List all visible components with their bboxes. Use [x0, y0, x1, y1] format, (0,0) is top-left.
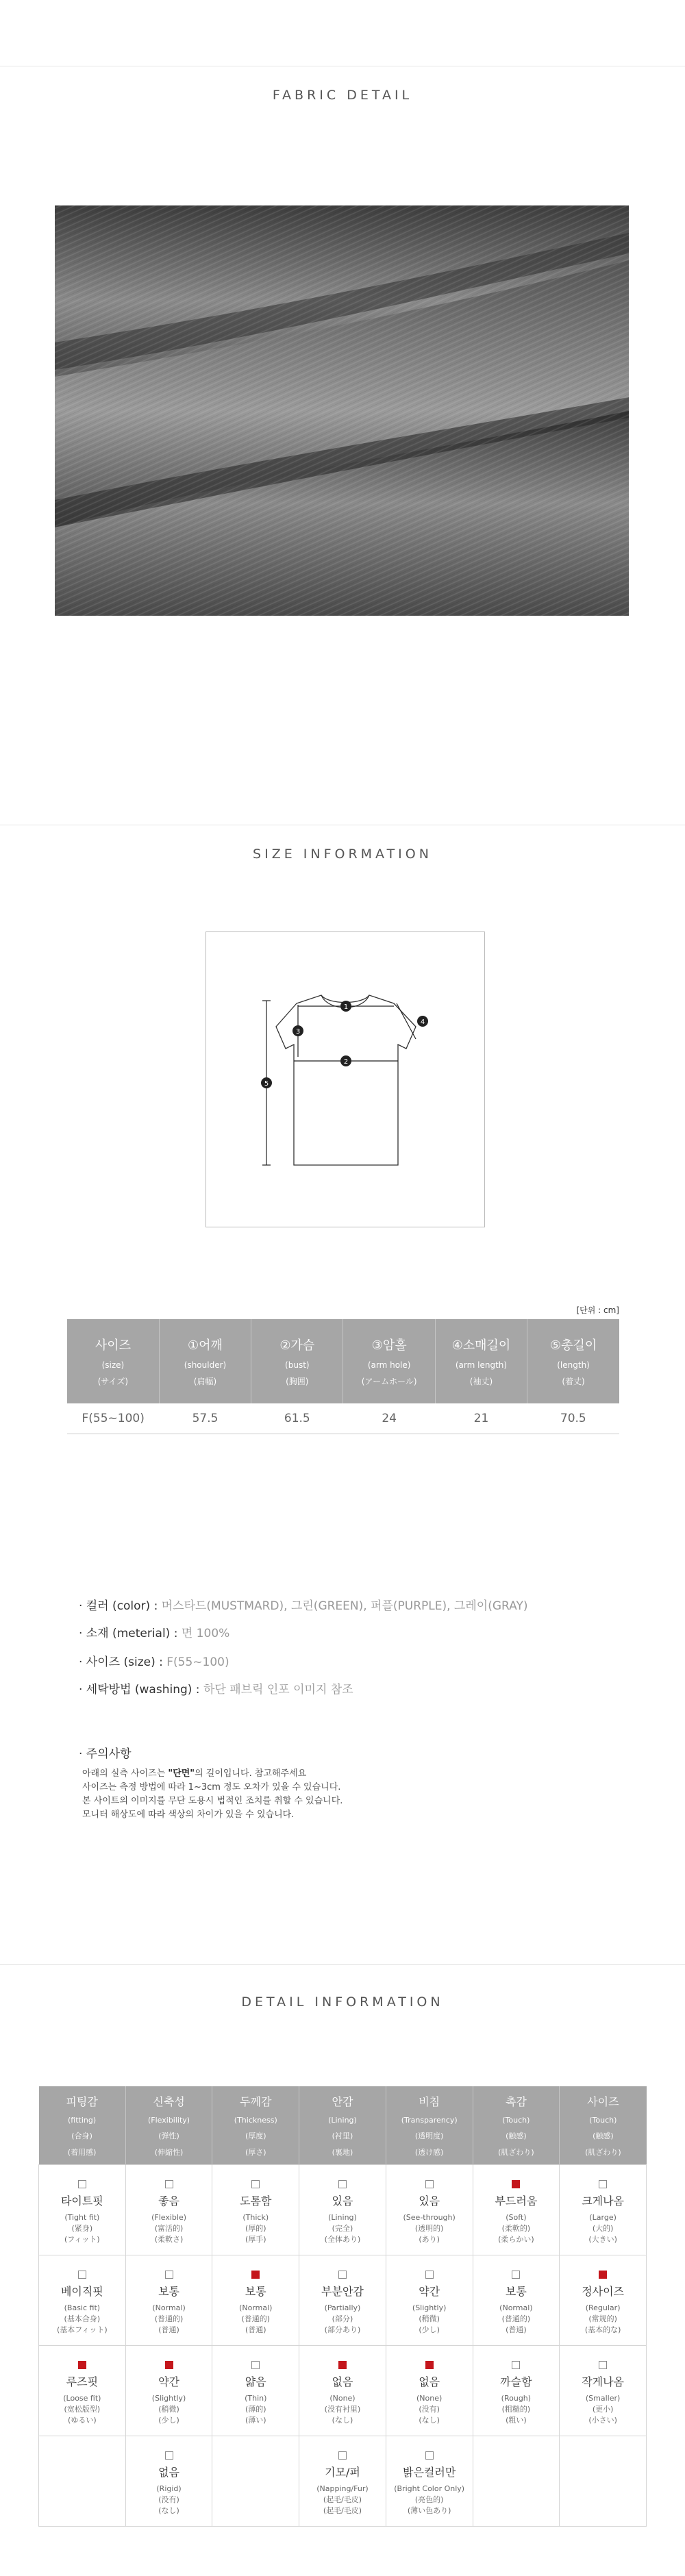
detail-option-cell	[212, 2345, 299, 2436]
unchecked-box-icon	[251, 2361, 260, 2369]
option-sublabel: (全体あり)	[324, 2234, 361, 2244]
option-sublabel: (Soft)	[506, 2212, 527, 2222]
option-label: 없음	[158, 2465, 180, 2479]
detail-option-cell	[473, 2345, 560, 2436]
checked-box-icon	[599, 2271, 607, 2279]
detail-option-cell	[473, 2164, 560, 2255]
option-sublabel: (富活的)	[154, 2223, 184, 2233]
svg-text:2: 2	[343, 1058, 349, 1066]
option-sublabel: (None)	[329, 2393, 356, 2403]
option-sublabel: (Basic fit)	[64, 2303, 101, 2312]
diagram-marker-4	[417, 1016, 428, 1027]
option-sublabel: (Large)	[589, 2212, 616, 2222]
unchecked-box-icon	[165, 2271, 173, 2279]
svg-text:4: 4	[420, 1018, 425, 1026]
option-sublabel: (Normal)	[499, 2303, 533, 2312]
option-label: 밝은컬러만	[403, 2465, 456, 2479]
unchecked-box-icon	[599, 2361, 607, 2369]
checked-box-icon	[251, 2271, 260, 2279]
option-sublabel: (Slightly)	[151, 2393, 186, 2403]
option-sublabel: (没有)	[419, 2404, 440, 2414]
option-sublabel: (没有衬里)	[324, 2404, 361, 2414]
option-sublabel: (普通)	[158, 2325, 179, 2334]
option-sublabel: (Normal)	[239, 2303, 273, 2312]
option-sublabel: (普通)	[245, 2325, 266, 2334]
option-sublabel: (薄的)	[245, 2404, 266, 2414]
option-label: 부드러움	[495, 2194, 538, 2208]
detail-table-header-row	[39, 2086, 647, 2164]
unchecked-box-icon	[512, 2361, 520, 2369]
detail-option-cell	[125, 2255, 212, 2345]
option-sublabel: (Loose fit)	[63, 2393, 101, 2403]
empty-cell	[39, 2436, 126, 2526]
option-label: 타이트핏	[60, 2194, 103, 2208]
option-label: 약간	[158, 2375, 180, 2388]
option-sublabel: (少し)	[158, 2415, 179, 2425]
detail-option-cell	[39, 2345, 126, 2436]
detail-option-cell	[560, 2164, 647, 2255]
unchecked-box-icon	[165, 2180, 173, 2188]
option-label: 좋음	[158, 2194, 180, 2208]
option-sublabel: (Regular)	[585, 2303, 621, 2312]
option-label: 약간	[419, 2284, 440, 2298]
diagram-marker-5	[261, 1077, 272, 1088]
notice-line: 사이즈는 측정 방법에 따라 1~3cm 정도 오차가 있을 수 있습니다.	[82, 1782, 341, 1792]
option-sublabel: (宽松版型)	[64, 2404, 101, 2414]
option-label: 얇음	[245, 2375, 266, 2388]
table-row	[67, 1403, 619, 1434]
notice-line: 본 사이트의 이미지를 무단 도용시 법적인 조치를 취할 수 있습니다.	[82, 1796, 343, 1806]
detail-option-cell	[473, 2255, 560, 2345]
size-cell: 57.5	[159, 1403, 251, 1434]
size-col-shoulder: ①어깨 (shoulder) (肩幅)	[159, 1319, 251, 1403]
unchecked-box-icon	[78, 2271, 86, 2279]
detail-option-cell	[386, 2255, 473, 2345]
svg-text:3: 3	[295, 1028, 301, 1036]
option-sublabel: (Bright Color Only)	[394, 2484, 465, 2493]
option-label: 도톰함	[240, 2194, 272, 2208]
detail-option-cell	[299, 2345, 386, 2436]
option-sublabel: (Tight fit)	[64, 2212, 100, 2222]
info-size: · 사이즈 (size) : F(55~100)	[79, 1655, 229, 1669]
option-sublabel: (基本的な)	[584, 2325, 621, 2334]
size-cell: 70.5	[527, 1403, 619, 1434]
unchecked-box-icon	[78, 2180, 86, 2188]
svg-text:1: 1	[343, 1003, 349, 1011]
option-sublabel: (透明的)	[414, 2223, 444, 2233]
option-sublabel: (常规的)	[588, 2314, 617, 2323]
detail-col-fitting: 피팅감 (fitting) (合身) (着用感)	[39, 2086, 126, 2164]
option-label: 작게나옴	[582, 2375, 625, 2388]
checked-box-icon	[338, 2361, 347, 2369]
option-sublabel: (Partially)	[324, 2303, 361, 2312]
detail-information-title: DETAIL INFORMATION	[241, 1994, 444, 2010]
detail-col-transparency: 비침 (Transparency) (透明度) (透け感)	[386, 2086, 473, 2164]
option-sublabel: (なし)	[158, 2505, 179, 2515]
option-sublabel: (厚的)	[245, 2223, 266, 2233]
detail-option-cell	[39, 2255, 126, 2345]
info-color: · 컬러 (color) : 머스타드(MUSTMARD), 그린(GREEN), 퍼플(PURPLE), 그레이(GRAY)	[79, 1599, 528, 1613]
option-label: 부분안감	[321, 2284, 364, 2298]
size-diagram	[206, 931, 485, 1227]
unchecked-box-icon	[165, 2451, 173, 2460]
option-sublabel: (大的)	[592, 2223, 614, 2233]
option-sublabel: (起毛/毛皮)	[323, 2505, 362, 2515]
option-sublabel: (Smaller)	[585, 2393, 621, 2403]
unchecked-box-icon	[338, 2451, 347, 2460]
option-sublabel: (普通的)	[501, 2314, 531, 2323]
option-sublabel: (普通的)	[241, 2314, 271, 2323]
unchecked-box-icon	[338, 2180, 347, 2188]
diagram-marker-2	[340, 1055, 351, 1066]
fabric-detail-title: FABRIC DETAIL	[272, 88, 413, 103]
detail-option-cell	[39, 2164, 126, 2255]
option-label: 있음	[332, 2194, 353, 2208]
detail-col-flexibility: 신축성 (Flexibility) (弹性) (伸縮性)	[125, 2086, 212, 2164]
option-sublabel: (少し)	[419, 2325, 440, 2334]
unchecked-box-icon	[425, 2271, 434, 2279]
detail-option-cell	[125, 2164, 212, 2255]
size-table	[67, 1319, 619, 1434]
empty-cell	[473, 2436, 560, 2526]
size-cell: 24	[343, 1403, 435, 1434]
empty-cell	[560, 2436, 647, 2526]
size-col-size: 사이즈 (size) (サイズ)	[67, 1319, 159, 1403]
option-sublabel: (基本フィット)	[57, 2325, 108, 2334]
option-label: 베이직핏	[60, 2284, 103, 2298]
detail-option-cell	[212, 2255, 299, 2345]
option-sublabel: (薄い)	[245, 2415, 266, 2425]
detail-option-cell	[299, 2255, 386, 2345]
size-cell: F(55~100)	[67, 1403, 159, 1434]
detail-option-cell	[212, 2164, 299, 2255]
option-sublabel: (基本合身)	[64, 2314, 101, 2323]
option-label: 보통	[245, 2284, 266, 2298]
detail-col-size: 사이즈 (Touch) (触感) (肌ざわり)	[560, 2086, 647, 2164]
option-sublabel: (部分)	[332, 2314, 353, 2323]
checked-box-icon	[425, 2361, 434, 2369]
detail-option-cell	[299, 2164, 386, 2255]
option-sublabel: (Thin)	[245, 2393, 267, 2403]
table-row	[39, 2436, 647, 2526]
option-label: 없음	[332, 2375, 353, 2388]
unchecked-box-icon	[338, 2271, 347, 2279]
option-label: 있음	[419, 2194, 440, 2208]
option-sublabel: (柔軟的)	[501, 2223, 531, 2233]
option-label: 기모/퍼	[325, 2465, 360, 2479]
detail-option-cell	[560, 2345, 647, 2436]
detail-col-touch: 촉감 (Touch) (触感) (肌ざわり)	[473, 2086, 560, 2164]
unchecked-box-icon	[425, 2180, 434, 2188]
size-cell: 61.5	[251, 1403, 343, 1434]
option-sublabel: (Rough)	[501, 2393, 532, 2403]
option-sublabel: (粗い)	[506, 2415, 527, 2425]
svg-text:5: 5	[264, 1080, 269, 1088]
checked-box-icon	[512, 2180, 520, 2188]
detail-table	[38, 2086, 647, 2527]
info-washing: · 세탁방법 (washing) : 하단 패브릭 인포 이미지 참조	[79, 1683, 353, 1697]
fabric-photo	[55, 205, 629, 616]
empty-cell	[212, 2436, 299, 2526]
option-sublabel: (Napping/Fur)	[316, 2484, 369, 2493]
option-sublabel: (Lining)	[328, 2212, 357, 2222]
detail-option-cell	[386, 2436, 473, 2526]
option-label: 까슬함	[500, 2375, 532, 2388]
detail-option-cell	[299, 2436, 386, 2526]
detail-col-thickness: 두께감 (Thickness) (厚度) (厚さ)	[212, 2086, 299, 2164]
size-col-arm-length: ④소매길이 (arm length) (袖丈)	[435, 1319, 527, 1403]
option-sublabel: (柔らかい)	[498, 2234, 534, 2244]
option-sublabel: (稍微)	[158, 2404, 179, 2414]
diagram-marker-1	[340, 1001, 351, 1012]
option-sublabel: (あり)	[419, 2234, 440, 2244]
option-sublabel: (なし)	[332, 2415, 353, 2425]
detail-col-lining: 안감 (Lining) (衬里) (裏地)	[299, 2086, 386, 2164]
option-label: 정사이즈	[582, 2284, 625, 2298]
option-sublabel: (柔軟さ)	[154, 2234, 184, 2244]
info-material: · 소재 (meterial) : 면 100%	[79, 1627, 230, 1640]
option-sublabel: (Slightly)	[412, 2303, 447, 2312]
option-label: 루즈핏	[66, 2375, 99, 2388]
notice-line: 모니터 해상도에 따라 색상의 차이가 있을 수 있습니다.	[82, 1810, 295, 1820]
size-col-length: ⑤총길이 (length) (着丈)	[527, 1319, 619, 1403]
option-sublabel: (大きい)	[588, 2234, 617, 2244]
size-information-title: SIZE INFORMATION	[253, 847, 432, 862]
tshirt-illustration	[206, 932, 484, 1227]
checked-box-icon	[78, 2361, 86, 2369]
option-sublabel: (稍微)	[419, 2314, 440, 2323]
option-sublabel: (Thick)	[242, 2212, 269, 2222]
unit-note: [단위 : cm]	[576, 1305, 619, 1315]
option-label: 크게나옴	[582, 2194, 625, 2208]
unchecked-box-icon	[425, 2451, 434, 2460]
table-row	[39, 2255, 647, 2345]
option-sublabel: (亮色的)	[414, 2494, 444, 2504]
size-cell: 21	[435, 1403, 527, 1434]
option-sublabel: (Rigid)	[156, 2484, 182, 2493]
table-row	[39, 2164, 647, 2255]
option-sublabel: (フィット)	[64, 2234, 100, 2244]
notice-line: 아래의 실측 사이즈는 "단면"의 길이입니다. 참고해주세요	[82, 1768, 307, 1779]
option-sublabel: (Normal)	[152, 2303, 186, 2312]
option-sublabel: (起毛/毛皮)	[323, 2494, 362, 2504]
option-sublabel: (See-through)	[403, 2212, 456, 2222]
option-sublabel: (ゆるい)	[68, 2415, 97, 2425]
notice-title: · 주의사항	[79, 1747, 132, 1761]
detail-option-cell	[386, 2164, 473, 2255]
option-label: 없음	[419, 2375, 440, 2388]
option-sublabel: (没有)	[158, 2494, 179, 2504]
option-sublabel: (更小)	[592, 2404, 614, 2414]
diagram-marker-3	[292, 1025, 303, 1036]
option-sublabel: (None)	[416, 2393, 443, 2403]
size-col-bust: ②가슴 (bust) (胸囲)	[251, 1319, 343, 1403]
option-sublabel: (部分あり)	[324, 2325, 361, 2334]
option-sublabel: (粗糙的)	[501, 2404, 531, 2414]
option-sublabel: (Flexible)	[151, 2212, 187, 2222]
option-sublabel: (小さい)	[588, 2415, 617, 2425]
detail-option-cell	[125, 2436, 212, 2526]
table-row	[39, 2345, 647, 2436]
size-table-header-row	[67, 1319, 619, 1403]
detail-option-cell	[125, 2345, 212, 2436]
unchecked-box-icon	[251, 2180, 260, 2188]
option-label: 보통	[158, 2284, 180, 2298]
unchecked-box-icon	[512, 2271, 520, 2279]
option-sublabel: (普通)	[506, 2325, 527, 2334]
section-divider-detail	[0, 1964, 685, 1965]
checked-box-icon	[165, 2361, 173, 2369]
option-sublabel: (紧身)	[71, 2223, 93, 2233]
option-sublabel: (完全)	[332, 2223, 353, 2233]
option-sublabel: (普通的)	[154, 2314, 184, 2323]
size-col-armhole: ③암홀 (arm hole) (アームホール)	[343, 1319, 435, 1403]
detail-option-cell	[560, 2255, 647, 2345]
option-sublabel: (厚手)	[245, 2234, 266, 2244]
unchecked-box-icon	[599, 2180, 607, 2188]
option-label: 보통	[505, 2284, 527, 2298]
option-sublabel: (なし)	[419, 2415, 440, 2425]
detail-option-cell	[386, 2345, 473, 2436]
option-sublabel: (薄い色あり)	[407, 2505, 451, 2515]
